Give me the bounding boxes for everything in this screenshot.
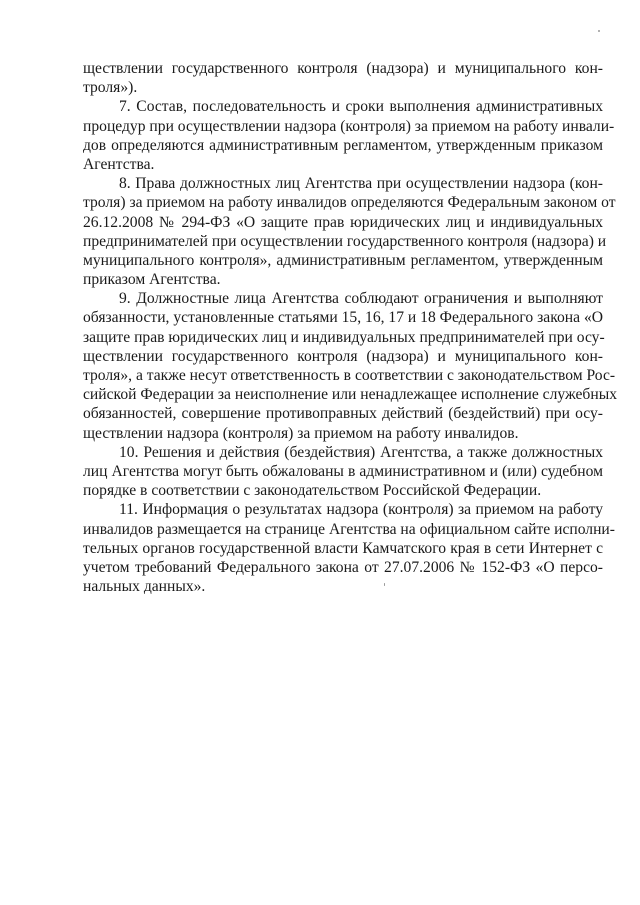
text-line: обязанности, установленные статьями 15, 16, 17 и 18 Федерального закона «О <box>83 309 604 327</box>
text-line: ществлении государственного контроля (надзора) и муниципального кон- <box>83 60 603 77</box>
text-line: лиц Агентства могут быть обжалованы в административном и (или) судебном <box>83 462 603 480</box>
text-line: 11. Информация о результатах надзора (контроля) за приемом на работу <box>119 501 603 519</box>
text-line: Агентства. <box>83 155 155 173</box>
paragraph-8 <box>83 174 616 289</box>
text-line: 7. Состав, последовательность и сроки выполнения административных <box>119 98 603 116</box>
text-line: муниципального контроля», административным регламентом, утвержденным <box>83 251 603 269</box>
text-line: обязанностей, совершение противоправных действий (бездействий) при осу- <box>83 405 603 423</box>
scan-speck <box>384 583 385 586</box>
text-line: сийской Федерации за неисполнение или ненадлежащее исполнение служебных <box>83 386 617 404</box>
text-line: предпринимателей при осуществлении государственного контроля (надзора) и <box>83 232 607 250</box>
text-line: 8. Права должностных лиц Агентства при осуществлении надзора (кон- <box>119 175 603 193</box>
paragraph-10 <box>83 443 603 501</box>
text-line: 10. Решения и действия (бездействия) Агентства, а также должностных <box>119 443 603 461</box>
text-line: защите прав юридических лиц и индивидуальных предпринимателей при осу- <box>83 328 605 346</box>
text-line: ществлении государственного контроля (надзора) и муниципального кон- <box>83 347 603 365</box>
text-line: нальных данных». <box>83 578 206 596</box>
document-body <box>83 59 617 596</box>
text-line: процедур при осуществлении надзора (контроля) за приемом на работу инвали- <box>83 117 615 135</box>
text-line: порядке в соответствии с законодательством Российской Федерации. <box>83 482 542 500</box>
text-line: инвалидов размещается на странице Агентства на официальном сайте исполни- <box>83 520 615 538</box>
text-line: троля»). <box>83 79 138 97</box>
text-line: приказом Агентства. <box>83 271 221 289</box>
text-line: троля», а также несут ответственность в соответствии с законодательством Рос- <box>83 367 616 384</box>
text-line: ществлении надзора (контроля) за приемом на работу инвалидов. <box>83 424 519 442</box>
paragraph-7 <box>83 97 615 174</box>
text-line: дов определяются административным регламентом, утвержденным приказом <box>83 136 603 154</box>
paragraph-continuation <box>83 59 603 97</box>
paragraph-9 <box>83 289 617 443</box>
text-line: 9. Должностные лица Агентства соблюдают ограничения и выполняют <box>119 290 603 308</box>
text-line: учетом требований Федерального закона от 27.07.2006 № 152-ФЗ «О персо- <box>83 558 603 576</box>
scan-speck <box>598 30 600 32</box>
text-line: троля) за приемом на работу инвалидов определяются Федеральным законом от <box>83 194 616 212</box>
text-line: 26.12.2008 № 294-ФЗ «О защите прав юридических лиц и индивидуальных <box>83 213 603 231</box>
text-line: тельных органов государственной власти Камчатского края в сети Интернет с <box>83 539 603 557</box>
paragraph-11 <box>83 500 615 596</box>
